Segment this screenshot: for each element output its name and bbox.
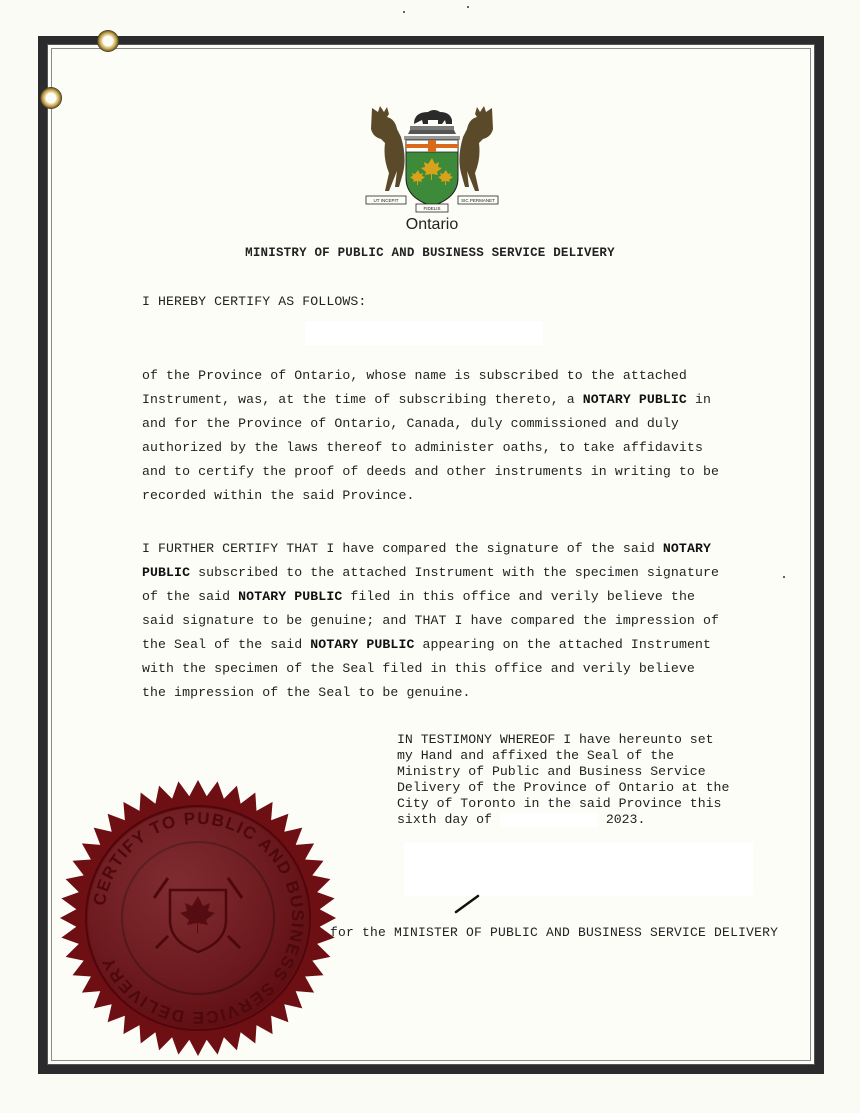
notary-public-term: NOTARY PUBLIC <box>582 392 687 407</box>
motto-center: FIDELIS <box>423 206 441 211</box>
motto-left: UT INCEPIT <box>373 198 399 203</box>
testimony-line: Ministry of Public and Business Service <box>397 764 706 779</box>
motto-right: SIC PERMANET <box>461 198 495 203</box>
testimony-line: IN TESTIMONY WHEREOF I have hereunto set <box>397 732 714 747</box>
testimony-line: my Hand and affixed the Seal of the <box>397 748 674 763</box>
certify-heading: I HEREBY CERTIFY AS FOLLOWS: <box>142 294 367 309</box>
grommet-left <box>40 87 62 109</box>
paragraph-text: in and for the Province of Ontario, Canada, duly commissioned and duly authorized by the laws thereof to administer oaths, to take affidavits and to certify the proof of deeds and other instruments in writing to be recorded within the said Province. <box>142 392 719 503</box>
testimony-line-date <box>397 812 777 828</box>
ontario-coat-of-arms-icon <box>364 100 500 220</box>
speck <box>467 6 469 8</box>
redacted-notary-name <box>305 321 543 345</box>
paragraph-text: of the Province of Ontario, whose name is subscribed to the attached Instrument, was, at the time of subscribing thereto, a <box>142 368 687 407</box>
seal-ring-text: CERTIFY TO PUBLIC AND BUSINESS SERVICE DELIVERY <box>89 808 308 1028</box>
ontario-wordmark: Ontario <box>405 216 459 233</box>
signature-stroke-icon <box>452 892 482 914</box>
notary-public-term: NOTARY PUBLIC <box>310 637 415 652</box>
embossed-seal-icon <box>58 778 338 1058</box>
notary-public-term: NOTARY PUBLIC <box>142 541 711 580</box>
paragraph-text: subscribed to the attached Instrument with the specimen signature of the said <box>142 565 720 604</box>
for-minister-line: for the MINISTER OF PUBLIC AND BUSINESS SERVICE DELIVERY <box>330 925 779 940</box>
redacted-month <box>500 813 598 827</box>
notary-public-term: NOTARY PUBLIC <box>238 589 343 604</box>
testimony-line: City of Toronto in the said Province this <box>397 796 722 811</box>
paragraph-text: I FURTHER CERTIFY THAT I have compared the signature of the said <box>142 541 663 556</box>
ministry-heading: MINISTRY OF PUBLIC AND BUSINESS SERVICE DELIVERY <box>245 246 615 260</box>
redacted-signature <box>404 842 753 896</box>
speck <box>783 576 785 578</box>
grommet-top <box>97 30 119 52</box>
certification-paragraph-2 <box>142 537 722 705</box>
date-prefix: sixth day of <box>397 812 492 827</box>
testimony-block <box>397 732 777 828</box>
certification-paragraph-1 <box>142 364 722 508</box>
speck <box>403 11 405 13</box>
paragraph-text: filed in this office and verily believe the said signature to be genuine; and THAT I have compared the impression of the Seal of the said <box>142 589 719 652</box>
date-year: 2023. <box>605 812 646 827</box>
testimony-line: Delivery of the Province of Ontario at the <box>397 780 730 795</box>
paragraph-text: appearing on the attached Instrument with the specimen of the Seal filed in this office and verily believe the impression of the Seal to be genuine. <box>142 637 711 700</box>
